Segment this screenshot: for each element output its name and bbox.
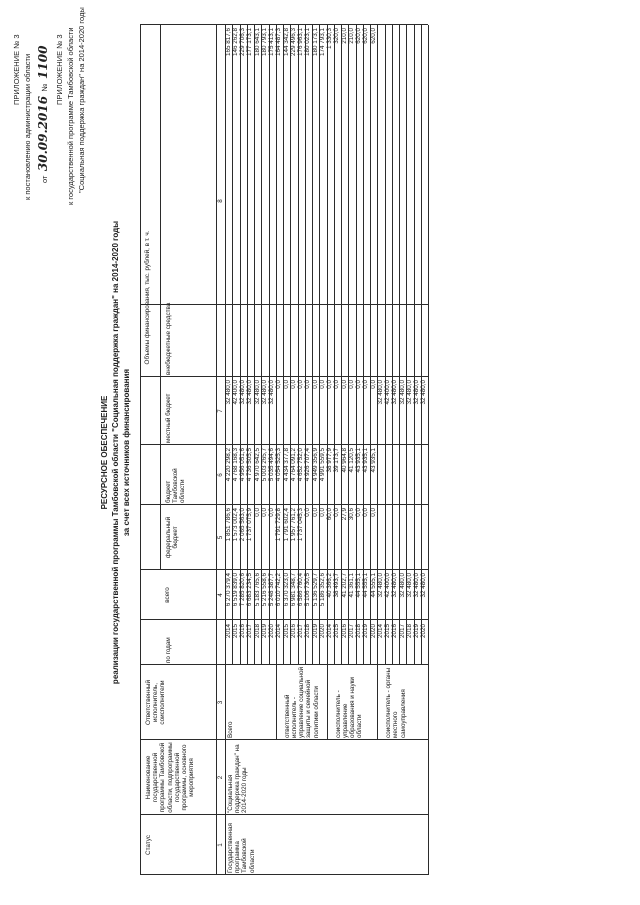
cell-federal: 0,0 bbox=[369, 508, 377, 517]
cell-year: 2020 bbox=[420, 624, 428, 639]
cell-year: 2019 bbox=[362, 624, 370, 639]
cell-local: 0,0 bbox=[275, 380, 283, 389]
cell-regional: 39 173,7 bbox=[333, 448, 341, 473]
cell-total: 41 361,1 bbox=[347, 573, 355, 598]
header-status: Статус bbox=[145, 835, 152, 855]
cell-extrabudget: 180 173,1 bbox=[311, 28, 319, 57]
cell-federal: 0,0 bbox=[362, 508, 370, 517]
cell-total: 44 555,1 bbox=[355, 573, 363, 598]
cell-extrabudget: 620,0 bbox=[362, 28, 370, 44]
column-number: 8 bbox=[217, 199, 224, 203]
row-status: Государственная программа Тамбовской области bbox=[227, 823, 256, 873]
cell-year: 2015 bbox=[333, 624, 341, 639]
cell-local: 0,0 bbox=[340, 380, 348, 389]
cell-total: 32 480,0 bbox=[405, 573, 413, 598]
document-subtitle: реализации государственной программы Тамбовской области "Социальная поддержка граждан" на 2014-2020 годы bbox=[111, 220, 120, 685]
cell-total: 6 010 742,2 bbox=[275, 573, 283, 607]
appendix-label-2: ПРИЛОЖЕНИЕ № 3 bbox=[55, 34, 64, 105]
cell-total: 5 216 558,6 bbox=[260, 573, 268, 607]
cell-total: 5 136 529,7 bbox=[311, 573, 319, 607]
cell-local: 0,0 bbox=[333, 380, 341, 389]
header-federal: федеральный бюджет bbox=[165, 516, 180, 559]
cell-year: 2020 bbox=[268, 624, 276, 639]
row-divider bbox=[406, 25, 407, 665]
cell-year: 2018 bbox=[304, 624, 312, 639]
cell-regional: 40 964,8 bbox=[340, 448, 348, 473]
cell-year: 2015 bbox=[231, 624, 239, 639]
column-number: 3 bbox=[217, 700, 224, 705]
cell-local: 0,0 bbox=[297, 380, 305, 389]
cell-extrabudget: 180 793,1 bbox=[260, 28, 268, 57]
row-divider bbox=[392, 25, 393, 665]
cell-year: 2016 bbox=[340, 624, 348, 639]
cell-year: 2020 bbox=[369, 624, 377, 639]
cell-extrabudget: 229 706,3 bbox=[239, 28, 247, 57]
cell-regional: 43 935,1 bbox=[369, 448, 377, 473]
executor-label: Всего bbox=[227, 721, 234, 738]
cell-regional: 4 970 642,5 bbox=[253, 448, 261, 482]
cell-regional: 4 949 356,9 bbox=[311, 448, 319, 482]
cell-total: 7 285 820,6 bbox=[239, 573, 247, 607]
cell-extrabudget: 620,0 bbox=[369, 28, 377, 44]
row-divider bbox=[414, 25, 415, 665]
header-total: всего bbox=[164, 587, 171, 603]
cell-regional: 4 991 559,5 bbox=[318, 448, 326, 482]
cell-total: 6 981 348,7 bbox=[289, 573, 297, 607]
cell-regional: 4 764 091,2 bbox=[289, 448, 297, 482]
cell-federal: 1 791 729,8 bbox=[275, 508, 283, 542]
row-program-name: "Социальная поддержка граждан" на 2014-2020 годы bbox=[227, 744, 249, 813]
column-number: 7 bbox=[217, 409, 224, 413]
executor-label: ответственный исполнитель - управление социальной защиты и семейной политики области bbox=[283, 667, 320, 738]
cell-federal: 0,0 bbox=[260, 508, 268, 517]
cell-federal: 2 065 563,0 bbox=[239, 508, 247, 542]
cell-local: 32 480,0 bbox=[405, 380, 413, 405]
cell-extrabudget: 146 262,8 bbox=[231, 28, 239, 57]
cell-local: 32 480,0 bbox=[246, 380, 254, 405]
cell-federal: 0,0 bbox=[253, 508, 261, 517]
cell-regional: 4 220 298,2 bbox=[224, 448, 232, 482]
cell-federal: 1 737 075,9 bbox=[246, 508, 254, 542]
cell-extrabudget: 620,0 bbox=[355, 28, 363, 44]
cell-extrabudget: 175 413,1 bbox=[268, 28, 276, 57]
cell-local: 32 480,0 bbox=[420, 380, 428, 405]
document-subtitle-2: за счет всех источников финансирования bbox=[122, 368, 131, 537]
cell-local: 0,0 bbox=[362, 380, 370, 389]
decree-date-line bbox=[34, 46, 52, 183]
cell-total: 42 400,0 bbox=[384, 573, 392, 598]
cell-local: 32 480,0 bbox=[224, 380, 232, 405]
cell-extrabudget: 180 023,1 bbox=[304, 28, 312, 57]
cell-local: 32 480,0 bbox=[253, 380, 261, 405]
header-divider bbox=[216, 25, 217, 875]
cell-federal: 0,0 bbox=[318, 508, 326, 517]
cell-total: 32 480,0 bbox=[420, 573, 428, 598]
cell-total: 32 480,0 bbox=[376, 573, 384, 598]
row-divider bbox=[421, 25, 422, 665]
cell-regional: 43 935,1 bbox=[355, 448, 363, 473]
cell-year: 2015 bbox=[384, 624, 392, 639]
cell-total: 6 683 234,5 bbox=[246, 573, 254, 607]
cell-total: 44 555,1 bbox=[362, 573, 370, 598]
header-regional: бюджет Тамбовской области bbox=[165, 468, 187, 503]
cell-local: 0,0 bbox=[282, 380, 290, 389]
cell-extrabudget: 176 963,1 bbox=[297, 28, 305, 57]
header-years: по годам bbox=[165, 637, 172, 663]
column-number: 2 bbox=[217, 775, 224, 780]
cell-regional: 38 977,9 bbox=[326, 448, 334, 473]
cell-year: 2016 bbox=[289, 624, 297, 639]
cell-total: 32 480,0 bbox=[391, 573, 399, 598]
cell-extrabudget: 210,0 bbox=[340, 28, 348, 44]
cell-extrabudget: 177 173,1 bbox=[246, 28, 254, 57]
cell-regional: 4 768 168,3 bbox=[231, 448, 239, 482]
cell-year: 2017 bbox=[246, 624, 254, 639]
cell-regional: 4 434 377,8 bbox=[282, 448, 290, 482]
cell-regional: 4 956 051,6 bbox=[239, 448, 247, 482]
cell-local: 42 400,0 bbox=[384, 380, 392, 405]
cell-total: 6 270 379,4 bbox=[224, 573, 232, 607]
cell-regional: 4 736 505,5 bbox=[246, 448, 254, 482]
column-divider bbox=[140, 874, 428, 875]
cell-extrabudget: 210,0 bbox=[347, 28, 355, 44]
date-prefix: от bbox=[40, 175, 49, 183]
cell-total: 5 186 352,6 bbox=[318, 573, 326, 607]
cell-federal: 1 851 786,6 bbox=[224, 508, 232, 542]
cell-extrabudget: 164 487,3 bbox=[275, 28, 283, 57]
column-number: 5 bbox=[217, 535, 224, 540]
cell-federal: 0,0 bbox=[355, 508, 363, 517]
cell-local: 32 480,0 bbox=[413, 380, 421, 405]
handwritten-number: 1100 bbox=[36, 45, 50, 79]
cell-year: 2014 bbox=[376, 624, 384, 639]
cell-local: 0,0 bbox=[318, 380, 326, 389]
cell-year: 2016 bbox=[391, 624, 399, 639]
cell-extrabudget: 180 643,1 bbox=[253, 28, 261, 57]
cell-federal: 1 737 045,3 bbox=[297, 508, 305, 542]
cell-year: 2019 bbox=[260, 624, 268, 639]
column-divider bbox=[140, 814, 428, 815]
program-reference: к государственной программе Тамбовской области bbox=[66, 27, 75, 205]
cell-year: 2017 bbox=[347, 624, 355, 639]
cell-extrabudget: 174 793,1 bbox=[318, 28, 326, 57]
header-group-divider bbox=[160, 25, 161, 570]
header-executor: Ответственный исполнитель, соисполнители bbox=[145, 680, 167, 725]
cell-regional: 5 003 265,7 bbox=[260, 448, 268, 482]
column-number: 1 bbox=[217, 843, 224, 847]
cell-total: 38 493,7 bbox=[333, 573, 341, 598]
cell-local: 0,0 bbox=[355, 380, 363, 389]
column-divider bbox=[140, 739, 428, 740]
row-divider bbox=[399, 25, 400, 665]
executor-label: соисполнитель - органы местного самоуправления bbox=[385, 667, 407, 738]
cell-year: 2018 bbox=[405, 624, 413, 639]
cell-federal: 60,0 bbox=[326, 508, 334, 521]
cell-total: 6 586 760,4 bbox=[297, 573, 305, 607]
cell-local: 42 400,0 bbox=[231, 380, 239, 405]
cell-extrabudget: 165 817,6 bbox=[224, 28, 232, 57]
cell-federal: 1 791 602,4 bbox=[282, 508, 290, 542]
cell-total: 40 366,2 bbox=[326, 573, 334, 598]
cell-federal: 0,0 bbox=[333, 508, 341, 517]
cell-local: 0,0 bbox=[347, 380, 355, 389]
cell-local: 0,0 bbox=[304, 380, 312, 389]
cell-year: 2015 bbox=[282, 624, 290, 639]
cell-year: 2014 bbox=[275, 624, 283, 639]
cell-local: 0,0 bbox=[369, 380, 377, 389]
cell-extrabudget: 1 330,3 bbox=[326, 28, 334, 50]
row-divider bbox=[385, 25, 386, 665]
handwritten-date: 30.09.2016 bbox=[36, 95, 50, 172]
cell-regional: 4 054 525,3 bbox=[275, 448, 283, 482]
cell-extrabudget: 144 342,8 bbox=[282, 28, 290, 57]
cell-year: 2019 bbox=[311, 624, 319, 639]
table-border-top bbox=[140, 25, 141, 875]
cell-federal: 0,0 bbox=[304, 508, 312, 517]
cell-total: 5 248 387,7 bbox=[268, 573, 276, 607]
cell-year: 2014 bbox=[326, 624, 334, 639]
table-border-bottom bbox=[428, 25, 429, 875]
cell-total: 32 480,0 bbox=[413, 573, 421, 598]
cell-year: 2019 bbox=[413, 624, 421, 639]
cell-federal: 1 573 002,4 bbox=[231, 508, 239, 542]
cell-local: 0,0 bbox=[326, 380, 334, 389]
header-local: местный бюджет bbox=[165, 393, 172, 443]
cell-total: 44 555,1 bbox=[369, 573, 377, 598]
cell-local: 32 480,0 bbox=[376, 380, 384, 405]
header-extrabudget: внебюджетные средства bbox=[165, 302, 172, 375]
cell-local: 32 480,0 bbox=[391, 380, 399, 405]
executor-label: соисполнитель - управление образования и науки области bbox=[334, 677, 364, 738]
cell-local: 32 480,0 bbox=[260, 380, 268, 405]
cell-regional: 4 926 707,4 bbox=[304, 448, 312, 482]
cell-extrabudget: 320,0 bbox=[333, 28, 341, 44]
cell-year: 2014 bbox=[224, 624, 232, 639]
cell-regional: 41 120,5 bbox=[347, 448, 355, 473]
cell-federal: 0,0 bbox=[311, 508, 319, 517]
cell-year: 2017 bbox=[398, 624, 406, 639]
cell-year: 2016 bbox=[239, 624, 247, 639]
cell-extrabudget: 229 496,3 bbox=[289, 28, 297, 57]
cell-total: 32 480,0 bbox=[398, 573, 406, 598]
program-reference-name: "Социальная поддержка граждан" на 2014-2020 годы bbox=[77, 7, 86, 193]
cell-local: 32 480,0 bbox=[268, 380, 276, 405]
document-title: РЕСУРСНОЕ ОБЕСПЕЧЕНИЕ bbox=[100, 395, 109, 510]
header-financing-group: Объемы финансирования, тыс. рублей, в т. ч. bbox=[144, 230, 151, 365]
cell-year: 2017 bbox=[297, 624, 305, 639]
cell-total: 6 370 323,0 bbox=[282, 573, 290, 607]
cell-regional: 43 935,1 bbox=[362, 448, 370, 473]
cell-regional: 5 035 494,6 bbox=[268, 448, 276, 482]
cell-local: 0,0 bbox=[311, 380, 319, 389]
cell-total: 5 106 730,5 bbox=[304, 573, 312, 607]
column-number: 6 bbox=[217, 473, 224, 477]
cell-local: 0,0 bbox=[289, 380, 297, 389]
cell-regional: 4 652 752,0 bbox=[297, 448, 305, 482]
cell-year: 2018 bbox=[253, 624, 261, 639]
cell-year: 2018 bbox=[355, 624, 363, 639]
cell-local: 32 480,0 bbox=[398, 380, 406, 405]
appendix-label: ПРИЛОЖЕНИЕ № 3 bbox=[12, 34, 21, 105]
cell-total: 5 183 765,6 bbox=[253, 573, 261, 607]
cell-year: 2020 bbox=[318, 624, 326, 639]
header-name: Наименование государственной программы Тамбовской области, подпрограммы государственной программы, основного мероприятия bbox=[145, 742, 196, 813]
cell-federal: 30,6 bbox=[347, 508, 355, 521]
cell-total: 6 519 839,0 bbox=[231, 573, 239, 607]
cell-federal: 1 957 761,2 bbox=[289, 508, 297, 542]
cell-total: 41 202,7 bbox=[340, 573, 348, 598]
cell-federal: 0,0 bbox=[268, 508, 276, 517]
cell-local: 32 480,0 bbox=[239, 380, 247, 405]
column-number: 4 bbox=[217, 593, 224, 597]
decree-reference: к постановлению администрации области bbox=[23, 53, 32, 200]
cell-federal: 27,9 bbox=[340, 508, 348, 521]
number-prefix: № bbox=[40, 83, 49, 92]
